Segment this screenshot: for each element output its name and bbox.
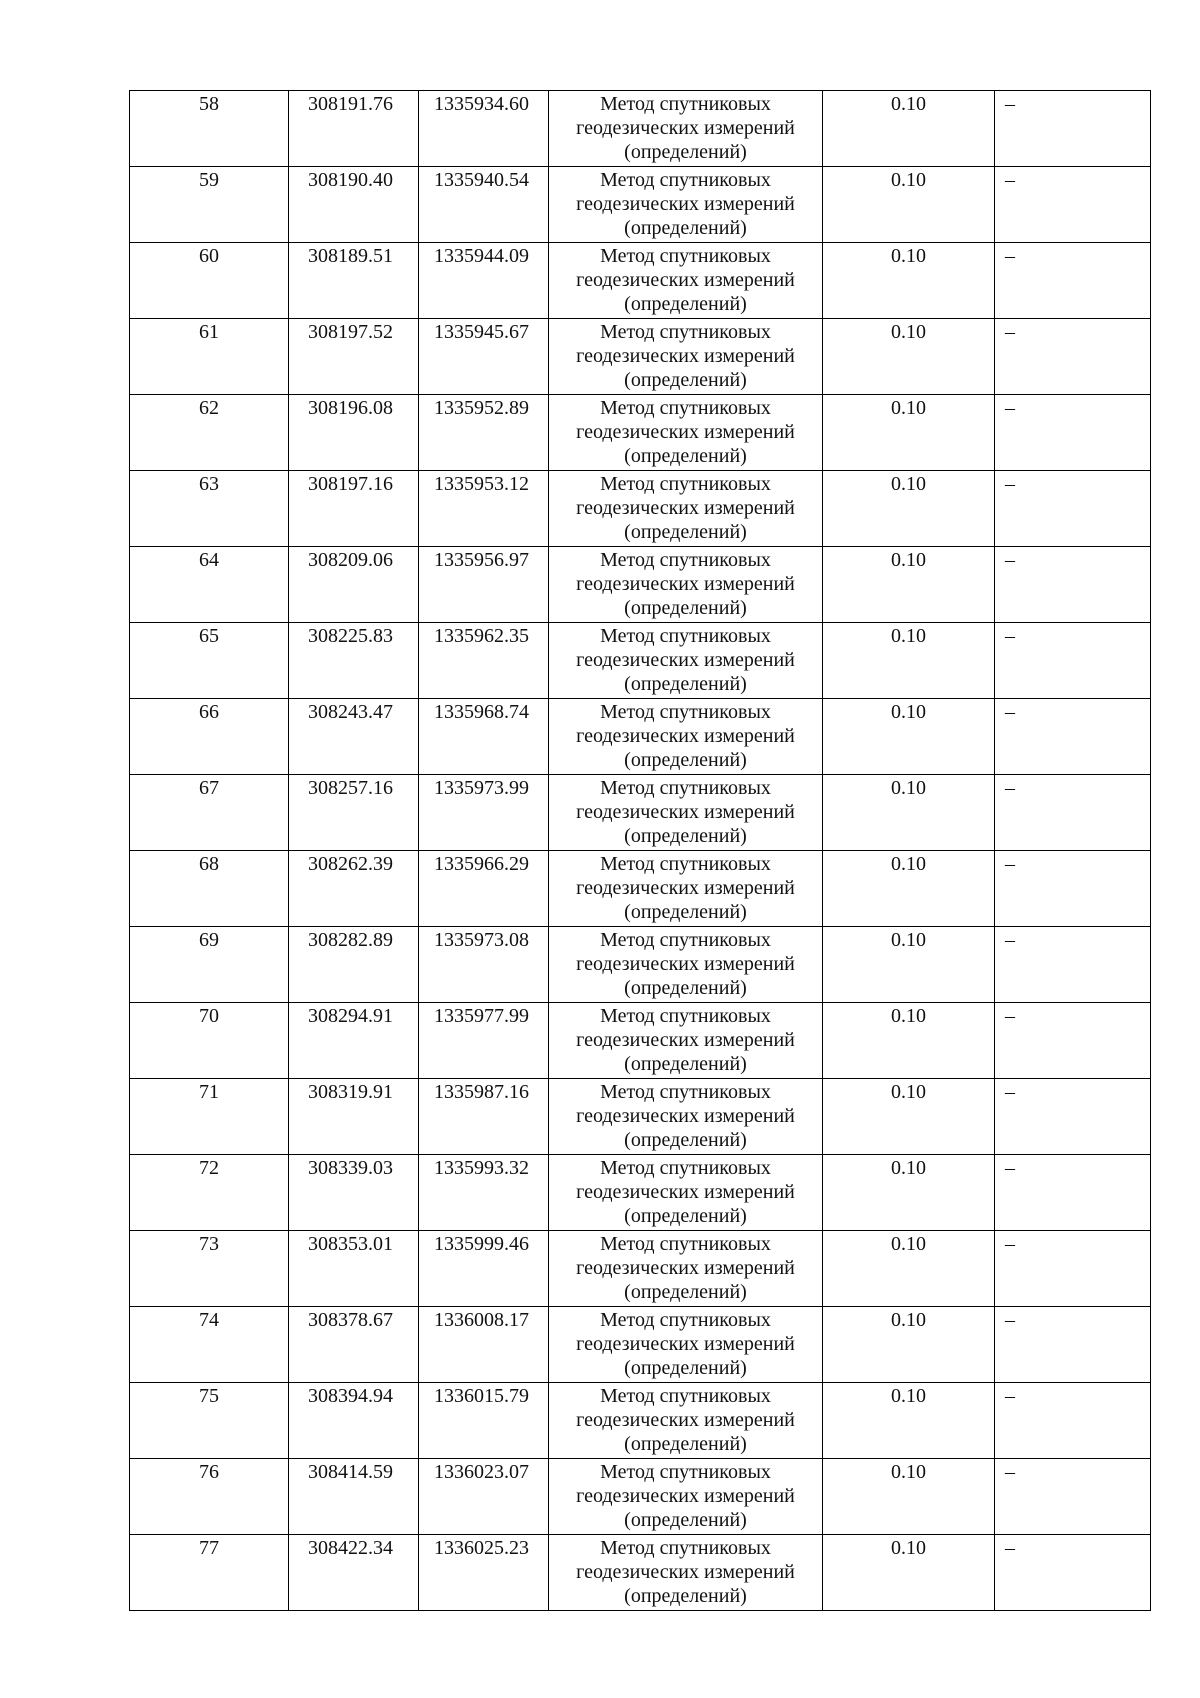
- x-coordinate-cell: 308414.59: [289, 1459, 419, 1535]
- x-coordinate-cell: 308294.91: [289, 1003, 419, 1079]
- point-number-cell: 65: [130, 623, 289, 699]
- y-coordinate-cell: 1336025.23: [419, 1535, 549, 1611]
- method-cell: [549, 395, 823, 471]
- y-coordinate-cell: 1336015.79: [419, 1383, 549, 1459]
- note-cell: –: [995, 167, 1151, 243]
- method-line: геодезических измерений: [576, 421, 795, 443]
- method-line: геодезических измерений: [576, 193, 795, 215]
- table-row: [130, 1079, 1151, 1155]
- method-cell: [549, 1231, 823, 1307]
- y-coordinate-cell: 1335940.54: [419, 167, 549, 243]
- x-coordinate-cell: 308262.39: [289, 851, 419, 927]
- method-line: (определений): [624, 293, 747, 315]
- note-cell: –: [995, 1535, 1151, 1611]
- accuracy-cell: 0.10: [823, 167, 995, 243]
- table-row: [130, 1383, 1151, 1459]
- method-line: (определений): [624, 445, 747, 467]
- note-cell: –: [995, 1155, 1151, 1231]
- method-line: Метод спутниковых: [600, 549, 771, 571]
- point-number-cell: 68: [130, 851, 289, 927]
- table-row: [130, 775, 1151, 851]
- method-line: (определений): [624, 369, 747, 391]
- table-row: [130, 395, 1151, 471]
- method-cell: [549, 471, 823, 547]
- y-coordinate-cell: 1335973.08: [419, 927, 549, 1003]
- method-line: Метод спутниковых: [600, 1537, 771, 1559]
- table-row: [130, 1459, 1151, 1535]
- table-body: [130, 91, 1151, 1611]
- method-cell: [549, 775, 823, 851]
- x-coordinate-cell: 308282.89: [289, 927, 419, 1003]
- method-line: (определений): [624, 1053, 747, 1075]
- point-number-cell: 60: [130, 243, 289, 319]
- table-row: [130, 699, 1151, 775]
- accuracy-cell: 0.10: [823, 471, 995, 547]
- x-coordinate-cell: 308197.16: [289, 471, 419, 547]
- point-number-cell: 74: [130, 1307, 289, 1383]
- method-cell: [549, 699, 823, 775]
- method-cell: [549, 91, 823, 167]
- table-row: [130, 623, 1151, 699]
- note-cell: –: [995, 1307, 1151, 1383]
- accuracy-cell: 0.10: [823, 1459, 995, 1535]
- table-row: [130, 1307, 1151, 1383]
- method-cell: [549, 1003, 823, 1079]
- x-coordinate-cell: 308189.51: [289, 243, 419, 319]
- method-line: геодезических измерений: [576, 649, 795, 671]
- point-number-cell: 58: [130, 91, 289, 167]
- x-coordinate-cell: 308209.06: [289, 547, 419, 623]
- method-line: (определений): [624, 1509, 747, 1531]
- method-line: (определений): [624, 217, 747, 239]
- method-line: (определений): [624, 749, 747, 771]
- x-coordinate-cell: 308339.03: [289, 1155, 419, 1231]
- method-line: (определений): [624, 1281, 747, 1303]
- method-line: (определений): [624, 673, 747, 695]
- method-line: геодезических измерений: [576, 1257, 795, 1279]
- y-coordinate-cell: 1336023.07: [419, 1459, 549, 1535]
- method-line: Метод спутниковых: [600, 1233, 771, 1255]
- method-line: (определений): [624, 1585, 747, 1607]
- accuracy-cell: 0.10: [823, 91, 995, 167]
- method-line: геодезических измерений: [576, 573, 795, 595]
- y-coordinate-cell: 1335968.74: [419, 699, 549, 775]
- y-coordinate-cell: 1335956.97: [419, 547, 549, 623]
- note-cell: –: [995, 623, 1151, 699]
- method-cell: [549, 319, 823, 395]
- method-line: Метод спутниковых: [600, 625, 771, 647]
- accuracy-cell: 0.10: [823, 547, 995, 623]
- method-line: геодезических измерений: [576, 1181, 795, 1203]
- point-number-cell: 70: [130, 1003, 289, 1079]
- point-number-cell: 64: [130, 547, 289, 623]
- note-cell: –: [995, 927, 1151, 1003]
- table-row: [130, 851, 1151, 927]
- method-line: геодезических измерений: [576, 1029, 795, 1051]
- y-coordinate-cell: 1335987.16: [419, 1079, 549, 1155]
- table-row: [130, 1003, 1151, 1079]
- method-line: геодезических измерений: [576, 497, 795, 519]
- note-cell: –: [995, 1459, 1151, 1535]
- method-cell: [549, 623, 823, 699]
- x-coordinate-cell: 308190.40: [289, 167, 419, 243]
- note-cell: –: [995, 91, 1151, 167]
- point-number-cell: 66: [130, 699, 289, 775]
- method-cell: [549, 547, 823, 623]
- y-coordinate-cell: 1335999.46: [419, 1231, 549, 1307]
- method-line: Метод спутниковых: [600, 701, 771, 723]
- note-cell: –: [995, 471, 1151, 547]
- accuracy-cell: 0.10: [823, 1383, 995, 1459]
- method-line: геодезических измерений: [576, 269, 795, 291]
- method-line: Метод спутниковых: [600, 853, 771, 875]
- method-cell: [549, 851, 823, 927]
- method-cell: [549, 927, 823, 1003]
- point-number-cell: 71: [130, 1079, 289, 1155]
- y-coordinate-cell: 1335973.99: [419, 775, 549, 851]
- accuracy-cell: 0.10: [823, 1079, 995, 1155]
- x-coordinate-cell: 308191.76: [289, 91, 419, 167]
- table-row: [130, 547, 1151, 623]
- note-cell: –: [995, 1231, 1151, 1307]
- method-line: геодезических измерений: [576, 117, 795, 139]
- method-line: геодезических измерений: [576, 345, 795, 367]
- y-coordinate-cell: 1335952.89: [419, 395, 549, 471]
- method-line: геодезических измерений: [576, 1561, 795, 1583]
- method-line: Метод спутниковых: [600, 169, 771, 191]
- note-cell: –: [995, 775, 1151, 851]
- method-line: Метод спутниковых: [600, 1005, 771, 1027]
- point-number-cell: 75: [130, 1383, 289, 1459]
- method-line: (определений): [624, 825, 747, 847]
- y-coordinate-cell: 1335953.12: [419, 471, 549, 547]
- method-line: (определений): [624, 597, 747, 619]
- method-line: геодезических измерений: [576, 1409, 795, 1431]
- y-coordinate-cell: 1335966.29: [419, 851, 549, 927]
- table-row: [130, 91, 1151, 167]
- x-coordinate-cell: 308257.16: [289, 775, 419, 851]
- coordinates-table: [129, 90, 1151, 1611]
- method-line: (определений): [624, 977, 747, 999]
- accuracy-cell: 0.10: [823, 1003, 995, 1079]
- x-coordinate-cell: 308353.01: [289, 1231, 419, 1307]
- method-line: Метод спутниковых: [600, 321, 771, 343]
- table-row: [130, 243, 1151, 319]
- method-cell: [549, 1383, 823, 1459]
- point-number-cell: 77: [130, 1535, 289, 1611]
- method-line: Метод спутниковых: [600, 397, 771, 419]
- note-cell: –: [995, 1383, 1151, 1459]
- point-number-cell: 67: [130, 775, 289, 851]
- table-row: [130, 927, 1151, 1003]
- note-cell: –: [995, 699, 1151, 775]
- x-coordinate-cell: 308378.67: [289, 1307, 419, 1383]
- accuracy-cell: 0.10: [823, 851, 995, 927]
- method-cell: [549, 1155, 823, 1231]
- x-coordinate-cell: 308243.47: [289, 699, 419, 775]
- method-line: геодезических измерений: [576, 1485, 795, 1507]
- table-row: [130, 1231, 1151, 1307]
- x-coordinate-cell: 308394.94: [289, 1383, 419, 1459]
- point-number-cell: 59: [130, 167, 289, 243]
- table-row: [130, 1155, 1151, 1231]
- note-cell: –: [995, 1079, 1151, 1155]
- method-line: (определений): [624, 1205, 747, 1227]
- method-cell: [549, 167, 823, 243]
- table-row: [130, 167, 1151, 243]
- method-line: геодезических измерений: [576, 877, 795, 899]
- point-number-cell: 69: [130, 927, 289, 1003]
- method-line: Метод спутниковых: [600, 473, 771, 495]
- method-line: Метод спутниковых: [600, 929, 771, 951]
- method-line: геодезических измерений: [576, 801, 795, 823]
- method-line: Метод спутниковых: [600, 93, 771, 115]
- note-cell: –: [995, 243, 1151, 319]
- point-number-cell: 62: [130, 395, 289, 471]
- method-cell: [549, 243, 823, 319]
- accuracy-cell: 0.10: [823, 1307, 995, 1383]
- point-number-cell: 72: [130, 1155, 289, 1231]
- accuracy-cell: 0.10: [823, 699, 995, 775]
- y-coordinate-cell: 1335962.35: [419, 623, 549, 699]
- method-cell: [549, 1307, 823, 1383]
- method-line: Метод спутниковых: [600, 1157, 771, 1179]
- y-coordinate-cell: 1335993.32: [419, 1155, 549, 1231]
- point-number-cell: 76: [130, 1459, 289, 1535]
- accuracy-cell: 0.10: [823, 775, 995, 851]
- method-line: (определений): [624, 1433, 747, 1455]
- method-cell: [549, 1535, 823, 1611]
- accuracy-cell: 0.10: [823, 243, 995, 319]
- accuracy-cell: 0.10: [823, 319, 995, 395]
- note-cell: –: [995, 851, 1151, 927]
- x-coordinate-cell: 308422.34: [289, 1535, 419, 1611]
- method-cell: [549, 1459, 823, 1535]
- method-line: Метод спутниковых: [600, 1081, 771, 1103]
- y-coordinate-cell: 1335944.09: [419, 243, 549, 319]
- point-number-cell: 61: [130, 319, 289, 395]
- y-coordinate-cell: 1335977.99: [419, 1003, 549, 1079]
- table-row: [130, 319, 1151, 395]
- x-coordinate-cell: 308319.91: [289, 1079, 419, 1155]
- method-line: геодезических измерений: [576, 725, 795, 747]
- method-line: Метод спутниковых: [600, 1309, 771, 1331]
- note-cell: –: [995, 395, 1151, 471]
- x-coordinate-cell: 308196.08: [289, 395, 419, 471]
- accuracy-cell: 0.10: [823, 623, 995, 699]
- method-cell: [549, 1079, 823, 1155]
- note-cell: –: [995, 319, 1151, 395]
- accuracy-cell: 0.10: [823, 927, 995, 1003]
- y-coordinate-cell: 1335945.67: [419, 319, 549, 395]
- accuracy-cell: 0.10: [823, 1535, 995, 1611]
- y-coordinate-cell: 1336008.17: [419, 1307, 549, 1383]
- note-cell: –: [995, 1003, 1151, 1079]
- point-number-cell: 73: [130, 1231, 289, 1307]
- method-line: геодезических измерений: [576, 1105, 795, 1127]
- method-line: геодезических измерений: [576, 1333, 795, 1355]
- method-line: Метод спутниковых: [600, 1385, 771, 1407]
- x-coordinate-cell: 308197.52: [289, 319, 419, 395]
- method-line: геодезических измерений: [576, 953, 795, 975]
- method-line: Метод спутниковых: [600, 245, 771, 267]
- accuracy-cell: 0.10: [823, 1155, 995, 1231]
- accuracy-cell: 0.10: [823, 1231, 995, 1307]
- method-line: (определений): [624, 521, 747, 543]
- method-line: (определений): [624, 901, 747, 923]
- x-coordinate-cell: 308225.83: [289, 623, 419, 699]
- method-line: (определений): [624, 141, 747, 163]
- note-cell: –: [995, 547, 1151, 623]
- method-line: Метод спутниковых: [600, 777, 771, 799]
- table-row: [130, 471, 1151, 547]
- accuracy-cell: 0.10: [823, 395, 995, 471]
- table-row: [130, 1535, 1151, 1611]
- method-line: (определений): [624, 1357, 747, 1379]
- point-number-cell: 63: [130, 471, 289, 547]
- method-line: (определений): [624, 1129, 747, 1151]
- method-line: Метод спутниковых: [600, 1461, 771, 1483]
- y-coordinate-cell: 1335934.60: [419, 91, 549, 167]
